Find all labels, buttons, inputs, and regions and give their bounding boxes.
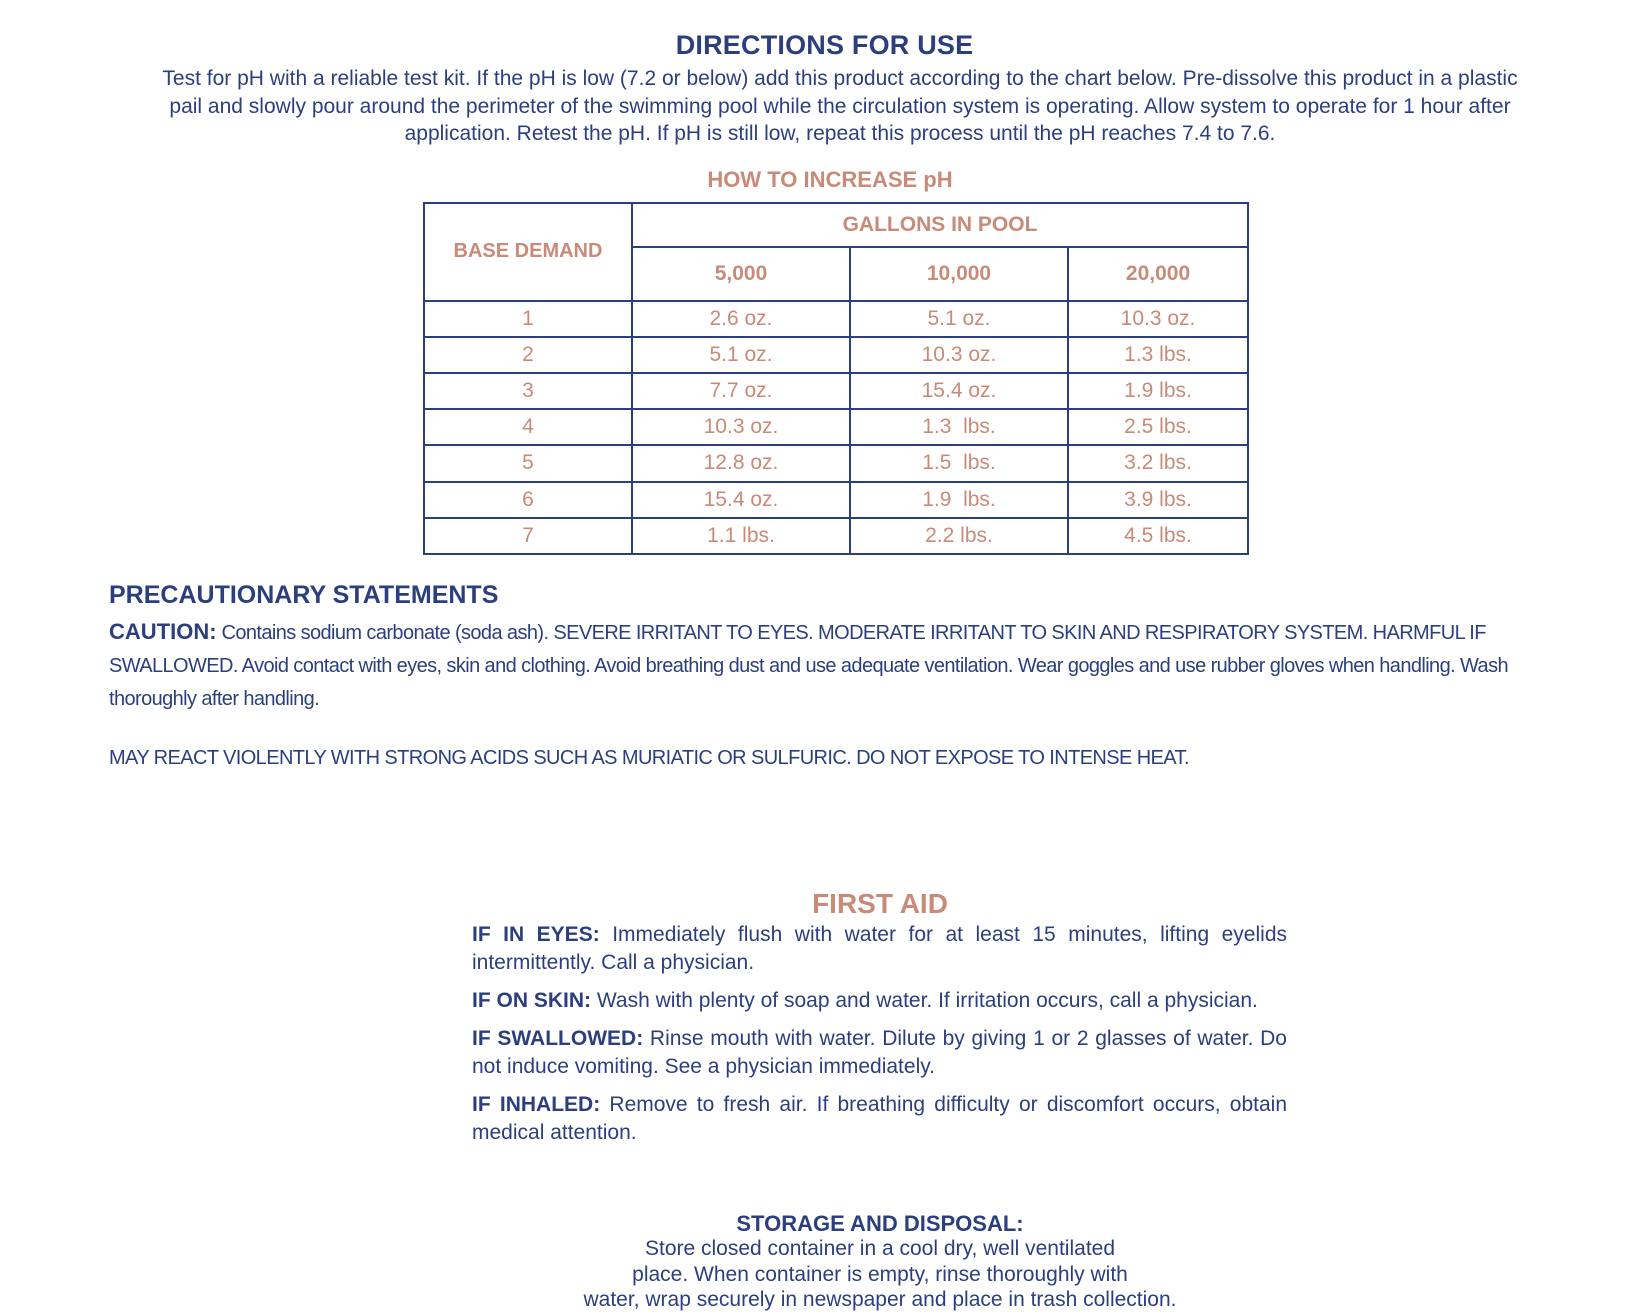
- directions-text: Test for pH with a reliable test kit. If the pH is low (7.2 or below) add this product according to the chart below. Pre-dissolve this product in a plastic pail and slowly pour around the perimeter of the swimming pool while the circulation system is operating. Allow system to operate for 1 hour after application. Retest the pH. If pH is still low, repeat this process until the pH reaches 7.4 to 7.6.: [162, 67, 1518, 145]
- gallons-in-pool-header: GALLONS IN POOL: [632, 203, 1248, 247]
- first-aid-text: Immediately flush with water for at least 15 minutes, lifting eyelids intermittently. Call a physician.: [472, 923, 1287, 974]
- column-header: 5,000: [632, 247, 850, 300]
- dosage-cell: 10.3 oz.: [632, 409, 850, 445]
- base-demand-cell: 7: [424, 518, 632, 554]
- first-aid-list: [472, 921, 1287, 1157]
- dosage-cell: 10.3 oz.: [850, 337, 1068, 373]
- first-aid-item: [472, 987, 1287, 1015]
- storage-title: STORAGE AND DISPOSAL:: [736, 1211, 1024, 1236]
- dosage-cell: 5.1 oz.: [632, 337, 850, 373]
- reactivity-warning: MAY REACT VIOLENTLY WITH STRONG ACIDS SUCH AS MURIATIC OR SULFURIC. DO NOT EXPOSE TO INTENSE HEAT.: [109, 747, 1189, 769]
- storage-line: Store closed container in a cool dry, well ventilated: [644, 1237, 1116, 1260]
- table-row: [424, 518, 1248, 554]
- column-header: 20,000: [1068, 247, 1248, 300]
- table-row: [424, 409, 1248, 445]
- storage-line: place. When container is empty, rinse thoroughly with: [632, 1262, 1128, 1286]
- dosage-cell: 1.9 lbs.: [850, 482, 1068, 518]
- first-aid-label: IF SWALLOWED:: [472, 1027, 644, 1050]
- base-demand-cell: 4: [424, 409, 632, 445]
- ph-dosage-table: [423, 202, 1249, 555]
- table-row: [424, 373, 1248, 409]
- table-row: [424, 337, 1248, 373]
- dosage-cell: 2.5 lbs.: [1068, 409, 1248, 445]
- first-aid-item: [472, 1091, 1287, 1147]
- first-aid-text: Rinse mouth with water. Dilute by giving 1 or 2 glasses of water. Do not induce vomiting. See a physician immediately.: [472, 1027, 1287, 1078]
- precautionary-title: PRECAUTIONARY STATEMENTS: [109, 581, 499, 609]
- dosage-cell: 1.9 lbs.: [1068, 373, 1248, 409]
- column-header: 10,000: [850, 247, 1068, 300]
- caution-text: Contains sodium carbonate (soda ash). SEVERE IRRITANT TO EYES. MODERATE IRRITANT TO SKIN AND RESPIRATORY SYSTEM. HARMFUL IF SWALLOWED. Avoid contact with eyes, skin and clothing. Avoid breathing dust and use adequate ventilation. Wear goggles and use rubber gloves when handling. Wash thoroughly after handling.: [109, 622, 1508, 710]
- first-aid-item: [472, 921, 1287, 977]
- dosage-cell: 12.8 oz.: [632, 445, 850, 481]
- table-row: [424, 445, 1248, 481]
- first-aid-item: [472, 1025, 1287, 1081]
- dosage-cell: 10.3 oz.: [1068, 301, 1248, 337]
- dosage-cell: 3.9 lbs.: [1068, 482, 1248, 518]
- base-demand-cell: 5: [424, 445, 632, 481]
- base-demand-cell: 6: [424, 482, 632, 518]
- dosage-cell: 5.1 oz.: [850, 301, 1068, 337]
- first-aid-text: Wash with plenty of soap and water. If irritation occurs, call a physician.: [596, 989, 1258, 1012]
- table-title: HOW TO INCREASE pH: [707, 167, 953, 192]
- dosage-cell: 4.5 lbs.: [1068, 518, 1248, 554]
- table-body: [424, 301, 1248, 554]
- first-aid-label: IF ON SKIN:: [472, 989, 591, 1012]
- first-aid-text: Remove to fresh air. If breathing difficulty or discomfort occurs, obtain medical attention.: [472, 1093, 1287, 1144]
- first-aid-title: FIRST AID: [812, 888, 948, 919]
- table-row: [424, 482, 1248, 518]
- dosage-cell: 2.6 oz.: [632, 301, 850, 337]
- dosage-cell: 1.1 lbs.: [632, 518, 850, 554]
- caution-label: CAUTION:: [109, 619, 217, 644]
- dosage-cell: 1.5 lbs.: [850, 445, 1068, 481]
- caution-paragraph: [109, 615, 1519, 716]
- dosage-cell: 15.4 oz.: [632, 482, 850, 518]
- base-demand-cell: 1: [424, 301, 632, 337]
- base-demand-header: BASE DEMAND: [424, 203, 632, 301]
- first-aid-label: IF IN EYES:: [472, 923, 600, 946]
- dosage-cell: 1.3 lbs.: [1068, 337, 1248, 373]
- base-demand-cell: 3: [424, 373, 632, 409]
- dosage-cell: 1.3 lbs.: [850, 409, 1068, 445]
- first-aid-label: IF INHALED:: [472, 1093, 601, 1116]
- storage-line: water, wrap securely in newspaper and place in trash collection.: [583, 1288, 1177, 1311]
- dosage-cell: 2.2 lbs.: [850, 518, 1068, 554]
- base-demand-cell: 2: [424, 337, 632, 373]
- table-row: [424, 301, 1248, 337]
- directions-title: DIRECTIONS FOR USE: [675, 30, 974, 60]
- dosage-cell: 7.7 oz.: [632, 373, 850, 409]
- dosage-cell: 15.4 oz.: [850, 373, 1068, 409]
- dosage-cell: 3.2 lbs.: [1068, 445, 1248, 481]
- storage-text: [530, 1236, 1230, 1313]
